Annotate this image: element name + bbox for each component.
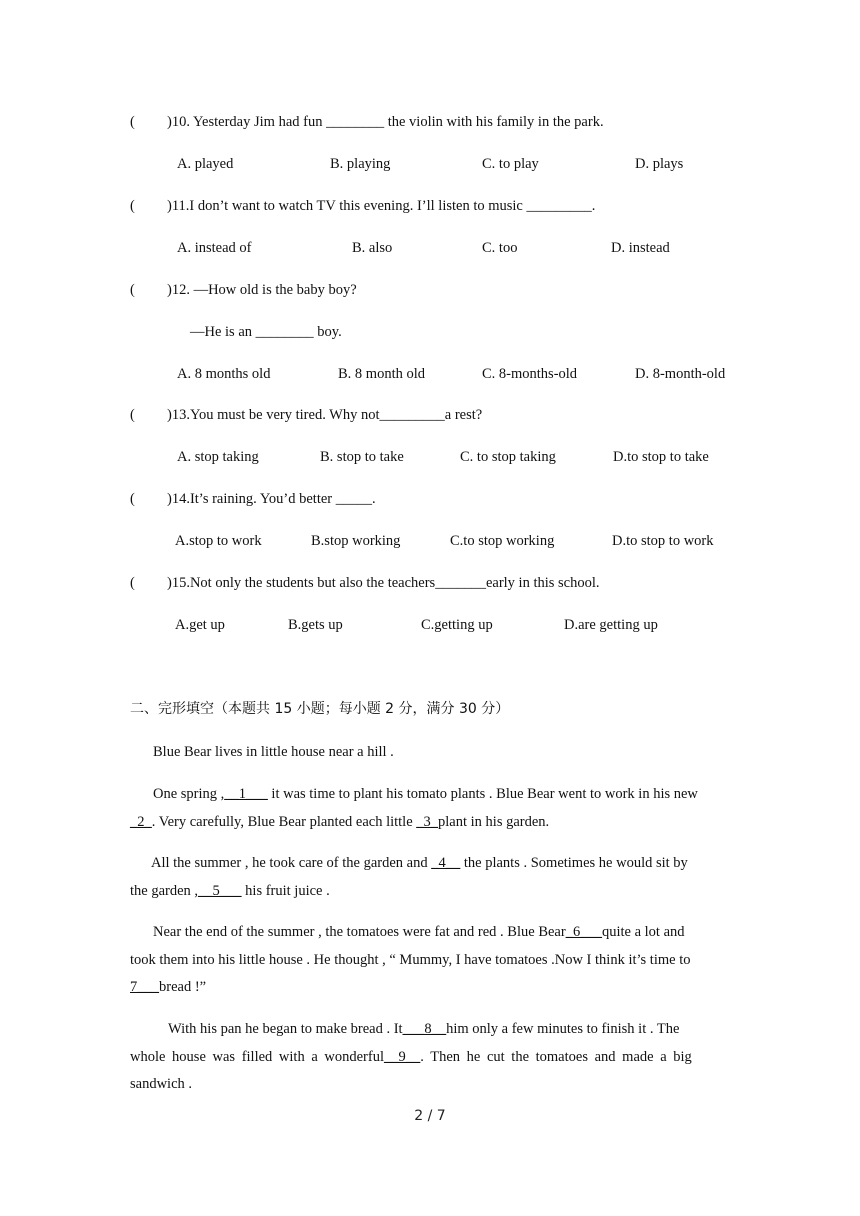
question-14 <box>130 490 376 508</box>
passage-paragraph-4-line-2: took them into his little house . He thought , “ Mummy, I have tomatoes .Now I think it’s time to <box>130 952 691 968</box>
option-c: C. to stop taking <box>460 449 556 465</box>
option-a: A. played <box>177 156 234 172</box>
option-b: B.stop working <box>311 533 401 549</box>
option-b: B. playing <box>330 156 391 172</box>
option-a: A.get up <box>175 617 225 633</box>
passage-text: plant in his garden. <box>438 814 550 830</box>
passage-text: Near the end of the summer , the tomatoes were fat and red . Blue Bear <box>153 924 566 940</box>
answer-bracket: ( <box>130 491 135 507</box>
passage-paragraph-4-line-3 <box>130 978 206 996</box>
option-a: A.stop to work <box>175 533 262 549</box>
option-d: D.to stop to work <box>612 533 714 549</box>
question-text: )13.You must be very tired. Why not_________a rest? <box>167 407 483 423</box>
passage-text: . Then he cut the tomatoes and made a big <box>420 1049 692 1065</box>
option-d: D.are getting up <box>564 617 658 633</box>
answer-bracket: ( <box>130 407 135 423</box>
option-d: D. plays <box>635 156 684 172</box>
blank-1: __1___ <box>224 786 268 802</box>
option-b: B. also <box>352 240 393 256</box>
option-d: D.to stop to take <box>613 449 709 465</box>
question-text: )10. Yesterday Jim had fun ________ the violin with his family in the park. <box>167 114 604 130</box>
passage-text: the garden , <box>130 883 199 899</box>
passage-paragraph-5-line-1 <box>168 1020 679 1038</box>
option-a: A. stop taking <box>177 449 259 465</box>
option-d: D. 8-month-old <box>635 366 726 382</box>
blank-4: _4__ <box>431 855 461 871</box>
passage-text: With his pan he began to make bread . It <box>168 1021 403 1037</box>
option-a: A. instead of <box>177 240 252 256</box>
option-c: C.getting up <box>421 617 493 633</box>
question-text: )15.Not only the students but also the teachers_______early in this school. <box>167 575 600 591</box>
passage-text: All the summer , he took care of the garden and <box>151 855 432 871</box>
passage-text: quite a lot and <box>601 924 685 940</box>
blank-6: _6___ <box>565 924 602 940</box>
passage-text: whole house was filled with a wonderful <box>130 1049 384 1065</box>
option-c: C. 8-months-old <box>482 366 578 382</box>
passage-text: it was time to plant his tomato plants . Blue Bear went to work in his new <box>267 786 698 802</box>
blank-5: __5___ <box>198 883 242 899</box>
option-c: C. too <box>482 240 518 256</box>
option-b: B. stop to take <box>320 449 404 465</box>
question-text: )14.It’s raining. You’d better _____. <box>167 491 376 507</box>
passage-text: him only a few minutes to finish it . The <box>446 1021 680 1037</box>
passage-text: his fruit juice . <box>241 883 330 899</box>
question-13 <box>130 406 483 424</box>
section-title: 二、完形填空（本题共 15 小题；每小题 2 分，满分 30 分） <box>130 701 510 717</box>
blank-8: ___8__ <box>402 1021 447 1037</box>
passage-text: the plants . Sometimes he would sit by <box>460 855 688 871</box>
option-a: A. 8 months old <box>177 366 271 382</box>
passage-paragraph-2-line-1 <box>153 785 730 803</box>
question-12-line-2: —He is an ________ boy. <box>190 324 342 340</box>
question-11 <box>130 197 596 215</box>
passage-text: bread !” <box>159 979 207 995</box>
option-b: B.gets up <box>288 617 343 633</box>
option-c: C. to play <box>482 156 539 172</box>
passage-paragraph-4-line-1 <box>153 923 685 941</box>
question-text: )11.I don’t want to watch TV this evening. I’ll listen to music _________. <box>167 198 596 214</box>
passage-text: One spring , <box>153 786 225 802</box>
answer-bracket: ( <box>130 575 135 591</box>
passage-paragraph-3-line-2 <box>130 882 330 900</box>
blank-9: __9__ <box>383 1049 421 1065</box>
answer-bracket: ( <box>130 282 135 298</box>
question-15 <box>130 574 600 592</box>
option-b: B. 8 month old <box>338 366 426 382</box>
question-10 <box>130 113 604 131</box>
blank-2: _2_ <box>130 814 152 830</box>
option-c: C.to stop working <box>450 533 555 549</box>
blank-3: _3_ <box>416 814 439 830</box>
passage-paragraph-2-line-2 <box>130 813 549 831</box>
blank-7: 7___ <box>130 979 159 995</box>
passage-paragraph-5-line-3: sandwich . <box>130 1076 193 1092</box>
question-12 <box>130 281 357 299</box>
page-number: 2 / 7 <box>414 1108 446 1124</box>
passage-paragraph-3-line-1 <box>151 854 688 872</box>
passage-paragraph-5-line-2 <box>130 1048 730 1066</box>
answer-bracket: ( <box>130 198 135 214</box>
answer-bracket: ( <box>130 114 135 130</box>
passage-text: . Very carefully, Blue Bear planted each little <box>151 814 417 830</box>
option-d: D. instead <box>611 240 670 256</box>
question-text: )12. —How old is the baby boy? <box>167 282 357 298</box>
passage-paragraph-1: Blue Bear lives in little house near a hill . <box>153 744 394 760</box>
